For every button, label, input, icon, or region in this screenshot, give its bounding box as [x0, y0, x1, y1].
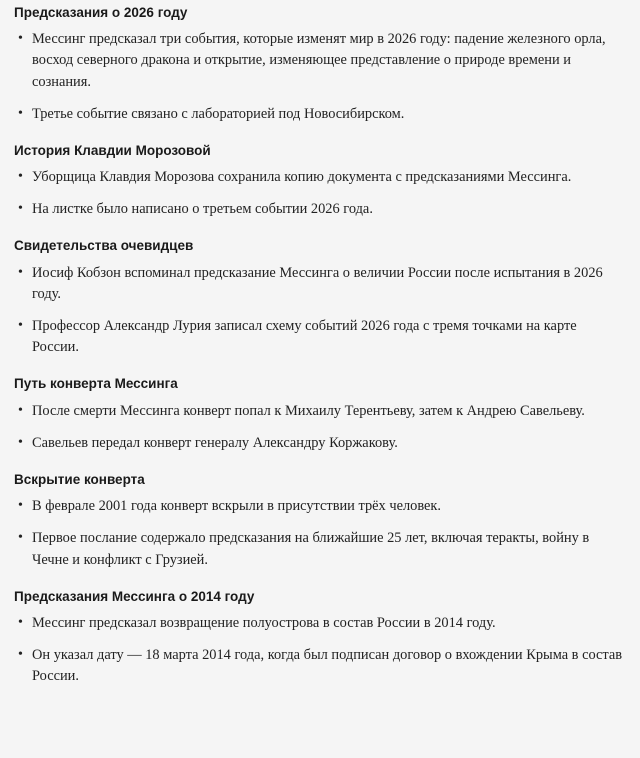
section-envelope-path [14, 375, 626, 454]
section-predictions-2026 [14, 4, 626, 125]
list-item: • Третье событие связано с лабораторией под Новосибирском. [14, 104, 626, 125]
bullet-list [14, 613, 626, 688]
bullet-list [14, 263, 626, 359]
section-heading: Предсказания Мессинга о 2014 году [14, 588, 255, 604]
list-item: • Савельев передал конверт генералу Александру Коржакову. [14, 433, 626, 454]
section-envelope-opening [14, 471, 626, 571]
list-item: • Уборщица Клавдия Морозова сохранила копию документа с предсказаниями Мессинга. [14, 167, 626, 188]
list-item: • Иосиф Кобзон вспоминал предсказание Мессинга о величии России после испытания в 2026 году. [14, 263, 626, 305]
section-heading: Путь конверта Мессинга [14, 376, 178, 392]
section-witness-testimony [14, 237, 626, 358]
bullet-list [14, 29, 626, 125]
section-heading: История Клавдии Морозовой [14, 142, 211, 158]
list-item: • Мессинг предсказал возвращение полуострова в состав России в 2014 году. [14, 613, 626, 634]
list-item: • Первое послание содержало предсказания на ближайшие 25 лет, включая теракты, войну в Чечне и конфликт с Грузией. [14, 528, 626, 570]
list-item: • Мессинг предсказал три события, которые изменят мир в 2026 году: падение железного орла, восход северного дракона и открытие, изменяющее представление о природе времени и сознания. [14, 29, 626, 93]
bullet-list [14, 167, 626, 220]
section-heading: Свидетельства очевидцев [14, 238, 194, 254]
section-heading: Предсказания о 2026 году [14, 5, 188, 20]
bullet-list [14, 401, 626, 454]
bullet-list [14, 496, 626, 571]
list-item: • На листке было написано о третьем событии 2026 года. [14, 199, 626, 220]
section-predictions-2014 [14, 588, 626, 688]
section-morozova-story [14, 142, 626, 221]
section-heading: Вскрытие конверта [14, 471, 145, 487]
list-item: • После смерти Мессинга конверт попал к Михаилу Терентьеву, затем к Андрею Савельеву. [14, 401, 626, 422]
list-item: • Профессор Александр Лурия записал схему событий 2026 года с тремя точками на карте России. [14, 316, 626, 358]
list-item: • Он указал дату — 18 марта 2014 года, когда был подписан договор о вхождении Крыма в состав России. [14, 645, 626, 687]
list-item: • В феврале 2001 года конверт вскрыли в присутствии трёх человек. [14, 496, 626, 517]
